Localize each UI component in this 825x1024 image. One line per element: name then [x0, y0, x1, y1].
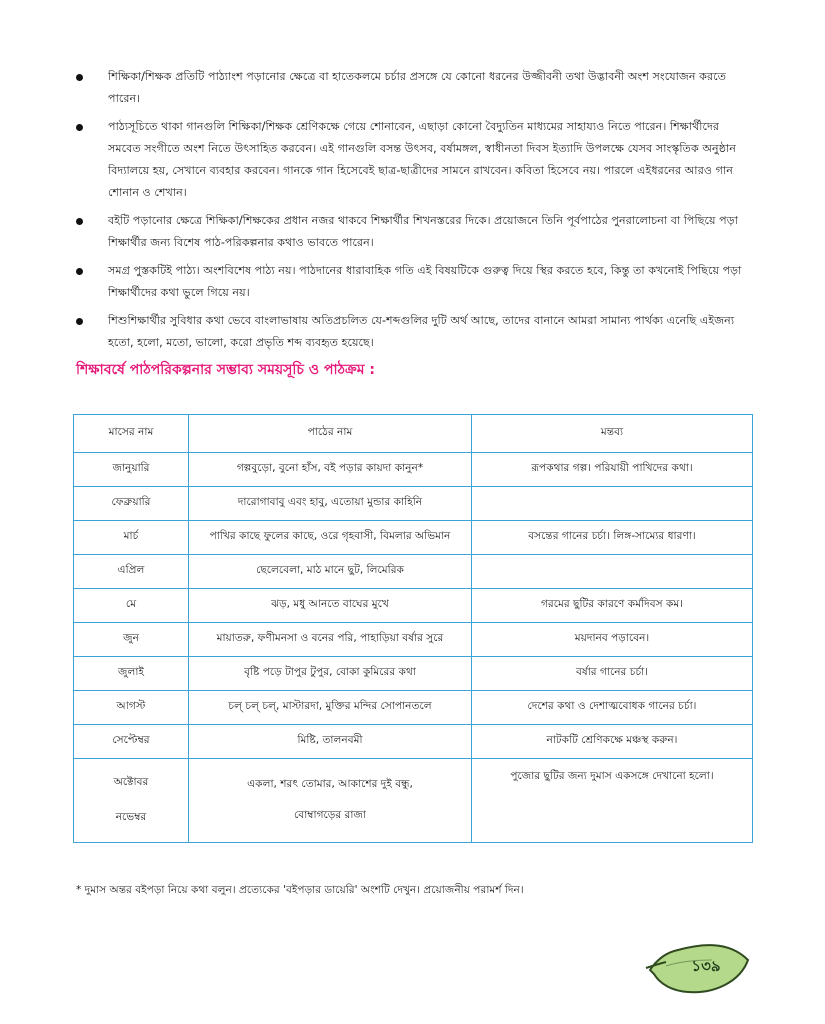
month-october: অক্টোবর: [113, 775, 149, 788]
table-row: [74, 657, 753, 691]
month-cell: মে: [74, 589, 189, 623]
header-remarks: মন্তব্য: [472, 415, 753, 453]
month-november: নভেম্বর: [115, 810, 147, 823]
table-row: [74, 725, 753, 759]
month-cell: সেপ্টেম্বর: [74, 725, 189, 759]
remark-cell: রূপকথার গল্প। পরিযায়ী পাখিদের কথা।: [472, 453, 753, 487]
footnote: * দুমাস অন্তর বইপড়া নিয়ে কথা বলুন। প্রত্যেকের 'বইপড়ার ডায়েরি' অংশটি দেখুন। প্রয়োজনীয় পরামর্শ দিন।: [76, 884, 524, 896]
bullet-icon: [76, 268, 83, 275]
section-title: শিক্ষাবর্ষে পাঠপরিকল্পনার সম্ভাব্য সময়সূচি ও পাঠক্রম :: [76, 362, 375, 378]
lessons-cell: দারোগাবাবু এবং হাবু, এতোয়া মুন্ডার কাহিনি: [189, 487, 472, 521]
remark-cell: গরমের ছুটির কারণে কর্মদিবস কম।: [472, 589, 753, 623]
instruction-list: [72, 66, 742, 360]
lessons-cell: চল্ চল্ চল্, মাস্টারদা, মুক্তির মন্দির সোপানতলে: [189, 691, 472, 725]
bullet-icon: [76, 318, 83, 325]
bullet-icon: [76, 218, 83, 225]
table-row: [74, 623, 753, 657]
month-cell: এপ্রিল: [74, 555, 189, 589]
instruction-item: সমগ্র পুস্তকটিই পাঠ্য। অংশবিশেষ পাঠ্য নয়। পাঠদানের ধারাবাহিক গতি এই বিষয়টিকে গুরুত্ব দিয়ে স্থির করতে হবে, কিন্তু তা কখনোই পিছিয়ে পড়া শিক্ষার্থীদের কথা ভুলে গিয়ে নয়।: [72, 260, 742, 304]
month-cell: মার্চ: [74, 521, 189, 555]
remark-cell: [472, 487, 753, 521]
table-row: [74, 759, 753, 843]
lessons-cell: পাখির কাছে ফুলের কাছে, ওরে গৃহবাসী, বিমলার অভিমান: [189, 521, 472, 555]
remark-cell: নাটকটি শ্রেণিকক্ষে মঞ্চস্থ করুন।: [472, 725, 753, 759]
month-cell: [74, 759, 189, 843]
table-header-row: [74, 415, 753, 453]
lessons-line-2: বোম্বাগড়ের রাজা: [294, 808, 366, 821]
table-row: [74, 555, 753, 589]
remark-cell: [472, 555, 753, 589]
bullet-icon: [76, 74, 83, 81]
schedule-table: [73, 414, 753, 843]
table-row: [74, 521, 753, 555]
header-lessons: পাঠের নাম: [189, 415, 472, 453]
table-row: [74, 487, 753, 521]
remark-cell: বর্ষার গানের চর্চা।: [472, 657, 753, 691]
header-month: মাসের নাম: [74, 415, 189, 453]
lessons-cell: [189, 759, 472, 843]
month-cell: জুন: [74, 623, 189, 657]
table-row: [74, 589, 753, 623]
remark-cell: বসন্তের গানের চর্চা। লিঙ্গ-সাম্যের ধারণা।: [472, 521, 753, 555]
lessons-cell: বৃষ্টি পড়ে টাপুর টুপুর, বোকা কুমিরের কথা: [189, 657, 472, 691]
lessons-cell: মিষ্টি, তালনবমী: [189, 725, 472, 759]
table-row: [74, 691, 753, 725]
month-cell: জানুয়ারি: [74, 453, 189, 487]
month-cell: জুলাই: [74, 657, 189, 691]
table-row: [74, 453, 753, 487]
lessons-cell: গল্পবুড়ো, বুনো হাঁস, বই পড়ার কায়দা কানুন*: [189, 453, 472, 487]
instruction-item: বইটি পড়ানোর ক্ষেত্রে শিক্ষিকা/শিক্ষকের প্রধান নজর থাকবে শিক্ষার্থীর শিখনস্তরের দিকে। প্রয়োজনে তিনি পূর্বপাঠের পুনরালোচনা বা পিছিয়ে পড়া শিক্ষার্থীর জন্য বিশেষ পাঠ-পরিকল্পনার কথাও ভাবতে পারেন।: [72, 210, 742, 254]
lessons-cell: মায়াতরু, ফণীমনসা ও বনের পরি, পাহাড়িয়া বর্ষার সুরে: [189, 623, 472, 657]
remark-cell: ময়দানব পড়াবেন।: [472, 623, 753, 657]
remark-cell: দেশের কথা ও দেশাত্মবোধক গানের চর্চা।: [472, 691, 753, 725]
lessons-cell: ছেলেবেলা, মাঠ মানে ছুট, লিমেরিক: [189, 555, 472, 589]
lessons-line-1: একলা, শরৎ তোমার, আকাশের দুই বন্ধু,: [247, 777, 413, 790]
lessons-cell: ঝড়, মধু আনতে বাঘের মুখে: [189, 589, 472, 623]
instruction-item: শিশুশিক্ষার্থীর সুবিধার কথা ভেবে বাংলাভাষায় অতিপ্রচলিত যে-শব্দগুলির দুটি অর্থ আছে, তাদের বানানে আমরা সামান্য পার্থক্য এনেছি এইজন্য হতো, হলো, মতো, ভালো, করো প্রভৃতি শব্দ ব্যবহৃত হয়েছে।: [72, 310, 742, 354]
bullet-icon: [76, 124, 83, 131]
page-number: ১৩৯: [691, 957, 721, 975]
instruction-item: শিক্ষিকা/শিক্ষক প্রতিটি পাঠ্যাংশ পড়ানোর ক্ষেত্রে বা হাতেকলমে চর্চার প্রসঙ্গে যে কোনো ধরনের উজ্জীবনী তথা উদ্ভাবনী অংশ সংযোজন করতে পারেন।: [72, 66, 742, 110]
instruction-item: পাঠ্যসূচিতে থাকা গানগুলি শিক্ষিকা/শিক্ষক শ্রেণিকক্ষে গেয়ে শোনাবেন, এছাড়া কোনো বৈদ্যুতিন মাধ্যমের সাহায্যও নিতে পারেন। শিক্ষার্থীদের সমবেত সংগীতে অংশ নিতে উৎসাহিত করবেন। এই গানগুলি বসন্ত উৎসব, বর্ষামঙ্গল, স্বাধীনতা দিবস ইত্যাদি উপলক্ষে যেসব সাংস্কৃতিক অনুষ্ঠান বিদ্যালয়ে হয়, সেখানে ব্যবহার করবেন। গানকে গান হিসেবেই ছাত্র-ছাত্রীদের সামনে রাখবেন। কবিতা হিসেবে নয়। পারলে এইধরনের আরও গান শোনান ও শেখান।: [72, 116, 742, 204]
month-cell: ফেব্রুয়ারি: [74, 487, 189, 521]
remark-cell: পুজোর ছুটির জন্য দুমাস একসঙ্গে দেখানো হলো।: [472, 759, 753, 843]
month-cell: আগস্ট: [74, 691, 189, 725]
